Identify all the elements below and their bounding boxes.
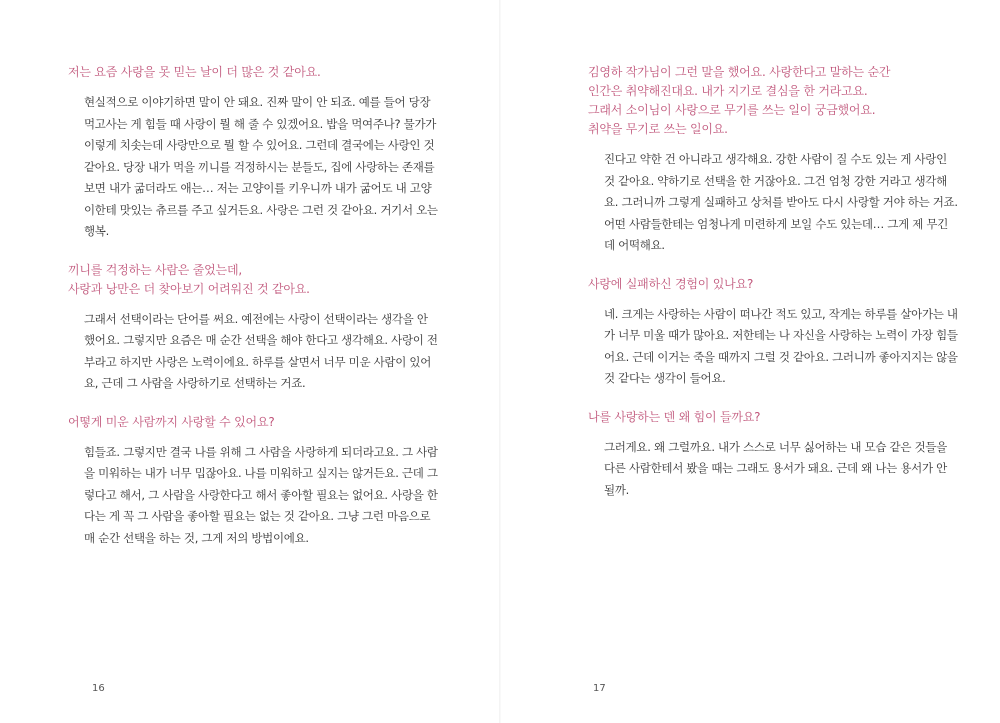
answer-line: 먹고사는 게 힘들 때 사랑이 뭘 해 줄 수 있겠어요. 밥을 먹여주나? 물가가 bbox=[84, 116, 437, 131]
answer bbox=[84, 442, 438, 550]
answer-line: 이한테 맛있는 츄르를 주고 싶거든요. 사랑은 그런 것 같아요. 거기서 오는 bbox=[84, 202, 438, 217]
answer-line: 요. 그러니까 그렇게 실패하고 상처를 받아도 다시 사랑할 거야 하는 거죠. bbox=[604, 195, 958, 209]
qa-block bbox=[68, 63, 438, 243]
question-line: 끼니를 걱정하는 사람은 줄었는데, bbox=[68, 262, 242, 277]
answer bbox=[84, 92, 438, 243]
left-page-content bbox=[68, 63, 438, 567]
answer bbox=[604, 437, 948, 502]
page-number: 17 bbox=[593, 683, 606, 694]
answer-line: 다른 사람한테서 봤을 때는 그래도 용서가 돼요. 근데 왜 나는 용서가 안 bbox=[604, 461, 947, 475]
answer-line: 이렇게 치솟는데 사랑만으로 뭘 할 수 있어요. 그런데 결국에는 사랑인 것 bbox=[84, 138, 435, 152]
answer-line: 요, 근데 그 사람을 사랑하기로 선택하는 거죠. bbox=[84, 376, 306, 390]
answer-line: 했어요. 그렇지만 요즘은 매 순간 선택을 해야 한다고 생각해요. 사랑이 전 bbox=[84, 333, 438, 347]
answer-line: 현실적으로 이야기하면 말이 안 돼요. 진짜 말이 안 되죠. 예를 들어 당장 bbox=[84, 95, 431, 109]
answer-line: 을 미워하는 내가 너무 밉잖아요. 나를 미워하고 싶지는 않거든요. 근데 그 bbox=[84, 466, 438, 480]
question-line: 인간은 취약해진대요. 내가 지기로 결심을 한 거라고요. bbox=[588, 84, 868, 98]
right-page-content bbox=[588, 63, 958, 519]
answer bbox=[84, 309, 438, 395]
question bbox=[68, 261, 428, 299]
question bbox=[588, 275, 948, 294]
question-line: 저는 요즘 사랑을 못 믿는 날이 더 많은 것 같아요. bbox=[68, 65, 321, 79]
answer-line: 같아요. 당장 내가 먹을 끼니를 걱정하시는 분들도, 집에 사랑하는 존재를 bbox=[84, 159, 435, 174]
question-line: 어떻게 미운 사람까지 사랑할 수 있어요? bbox=[68, 414, 275, 429]
question-line: 나를 사랑하는 덴 왜 힘이 들까요? bbox=[588, 409, 761, 424]
question bbox=[68, 63, 428, 82]
answer-line: 다는 게 꼭 그 사람을 좋아할 필요는 없는 것 같아요. 그냥 그런 마음으로 bbox=[84, 509, 431, 523]
page-number: 16 bbox=[92, 683, 105, 694]
question-line: 사랑에 실패하신 경험이 있나요? bbox=[588, 276, 754, 291]
answer-line: 보면 내가 굶더라도 애는… 저는 고양이를 키우니까 내가 굶어도 내 고양 bbox=[84, 181, 432, 195]
answer-line: 그러게요. 왜 그럴까요. 내가 스스로 너무 싫어하는 내 모습 같은 것들을 bbox=[604, 439, 947, 454]
answer-line: 될까. bbox=[604, 482, 629, 497]
qa-block bbox=[68, 261, 438, 395]
question-line: 김영하 작가님이 그런 말을 했어요. 사랑한다고 말하는 순간 bbox=[588, 65, 891, 79]
answer-line: 부라고 하지만 사랑은 노력이에요. 하루를 살면서 너무 미운 사람이 있어 bbox=[84, 354, 432, 369]
answer-line: 것 같다는 생각이 들어요. bbox=[604, 371, 726, 385]
question-line: 사랑과 낭만은 더 찾아보기 어려워진 것 같아요. bbox=[68, 281, 310, 296]
question-line: 취약을 무기로 쓰는 일이요. bbox=[588, 122, 728, 136]
answer bbox=[604, 304, 958, 390]
question bbox=[588, 408, 948, 427]
answer-line: 것 같아요. 약하기로 선택을 한 거잖아요. 그건 엄청 강한 거라고 생각해 bbox=[604, 173, 947, 188]
question-line: 그래서 소이님이 사랑으로 무기를 쓰는 일이 궁금했어요. bbox=[588, 103, 876, 117]
answer bbox=[604, 149, 958, 257]
answer-line: 데 어떡해요. bbox=[604, 238, 665, 252]
answer-line: 어떤 사람들한테는 엄청나게 미련하게 보일 수도 있는데… 그게 제 무긴 bbox=[604, 216, 949, 231]
answer-line: 그래서 선택이라는 단어를 써요. 예전에는 사랑이 선택이라는 생각을 안 bbox=[84, 311, 428, 326]
answer-line: 매 순간 선택을 하는 것, 그게 저의 방법이에요. bbox=[84, 530, 309, 545]
answer-line: 힘들죠. 그렇지만 결국 나를 위해 그 사람을 사랑하게 되더라고요. 그 사람 bbox=[84, 444, 438, 459]
qa-block bbox=[588, 408, 948, 502]
qa-block bbox=[588, 63, 958, 257]
right-page bbox=[500, 0, 1000, 723]
question bbox=[68, 413, 428, 432]
answer-line: 진다고 약한 건 아니라고 생각해요. 강한 사람이 질 수도 있는 게 사랑인 bbox=[604, 152, 947, 166]
answer-line: 렇다고 해서, 그 사람을 사랑한다고 해서 좋아할 필요는 없어요. 사랑을 한 bbox=[84, 487, 438, 502]
answer-line: 행복. bbox=[84, 224, 109, 238]
qa-block bbox=[68, 413, 438, 550]
answer-line: 네. 크게는 사랑하는 사람이 떠나간 적도 있고, 작게는 하루를 살아가는 내 bbox=[604, 306, 958, 321]
qa-block bbox=[588, 275, 958, 390]
answer-line: 어요. 근데 이거는 죽을 때까지 그럴 것 같아요. 그러니까 좋아지지는 않을 bbox=[604, 349, 958, 364]
answer-line: 가 너무 미울 때가 많아요. 저한테는 나 자신을 사랑하는 노력이 가장 힘들 bbox=[604, 328, 958, 342]
question bbox=[588, 63, 948, 139]
